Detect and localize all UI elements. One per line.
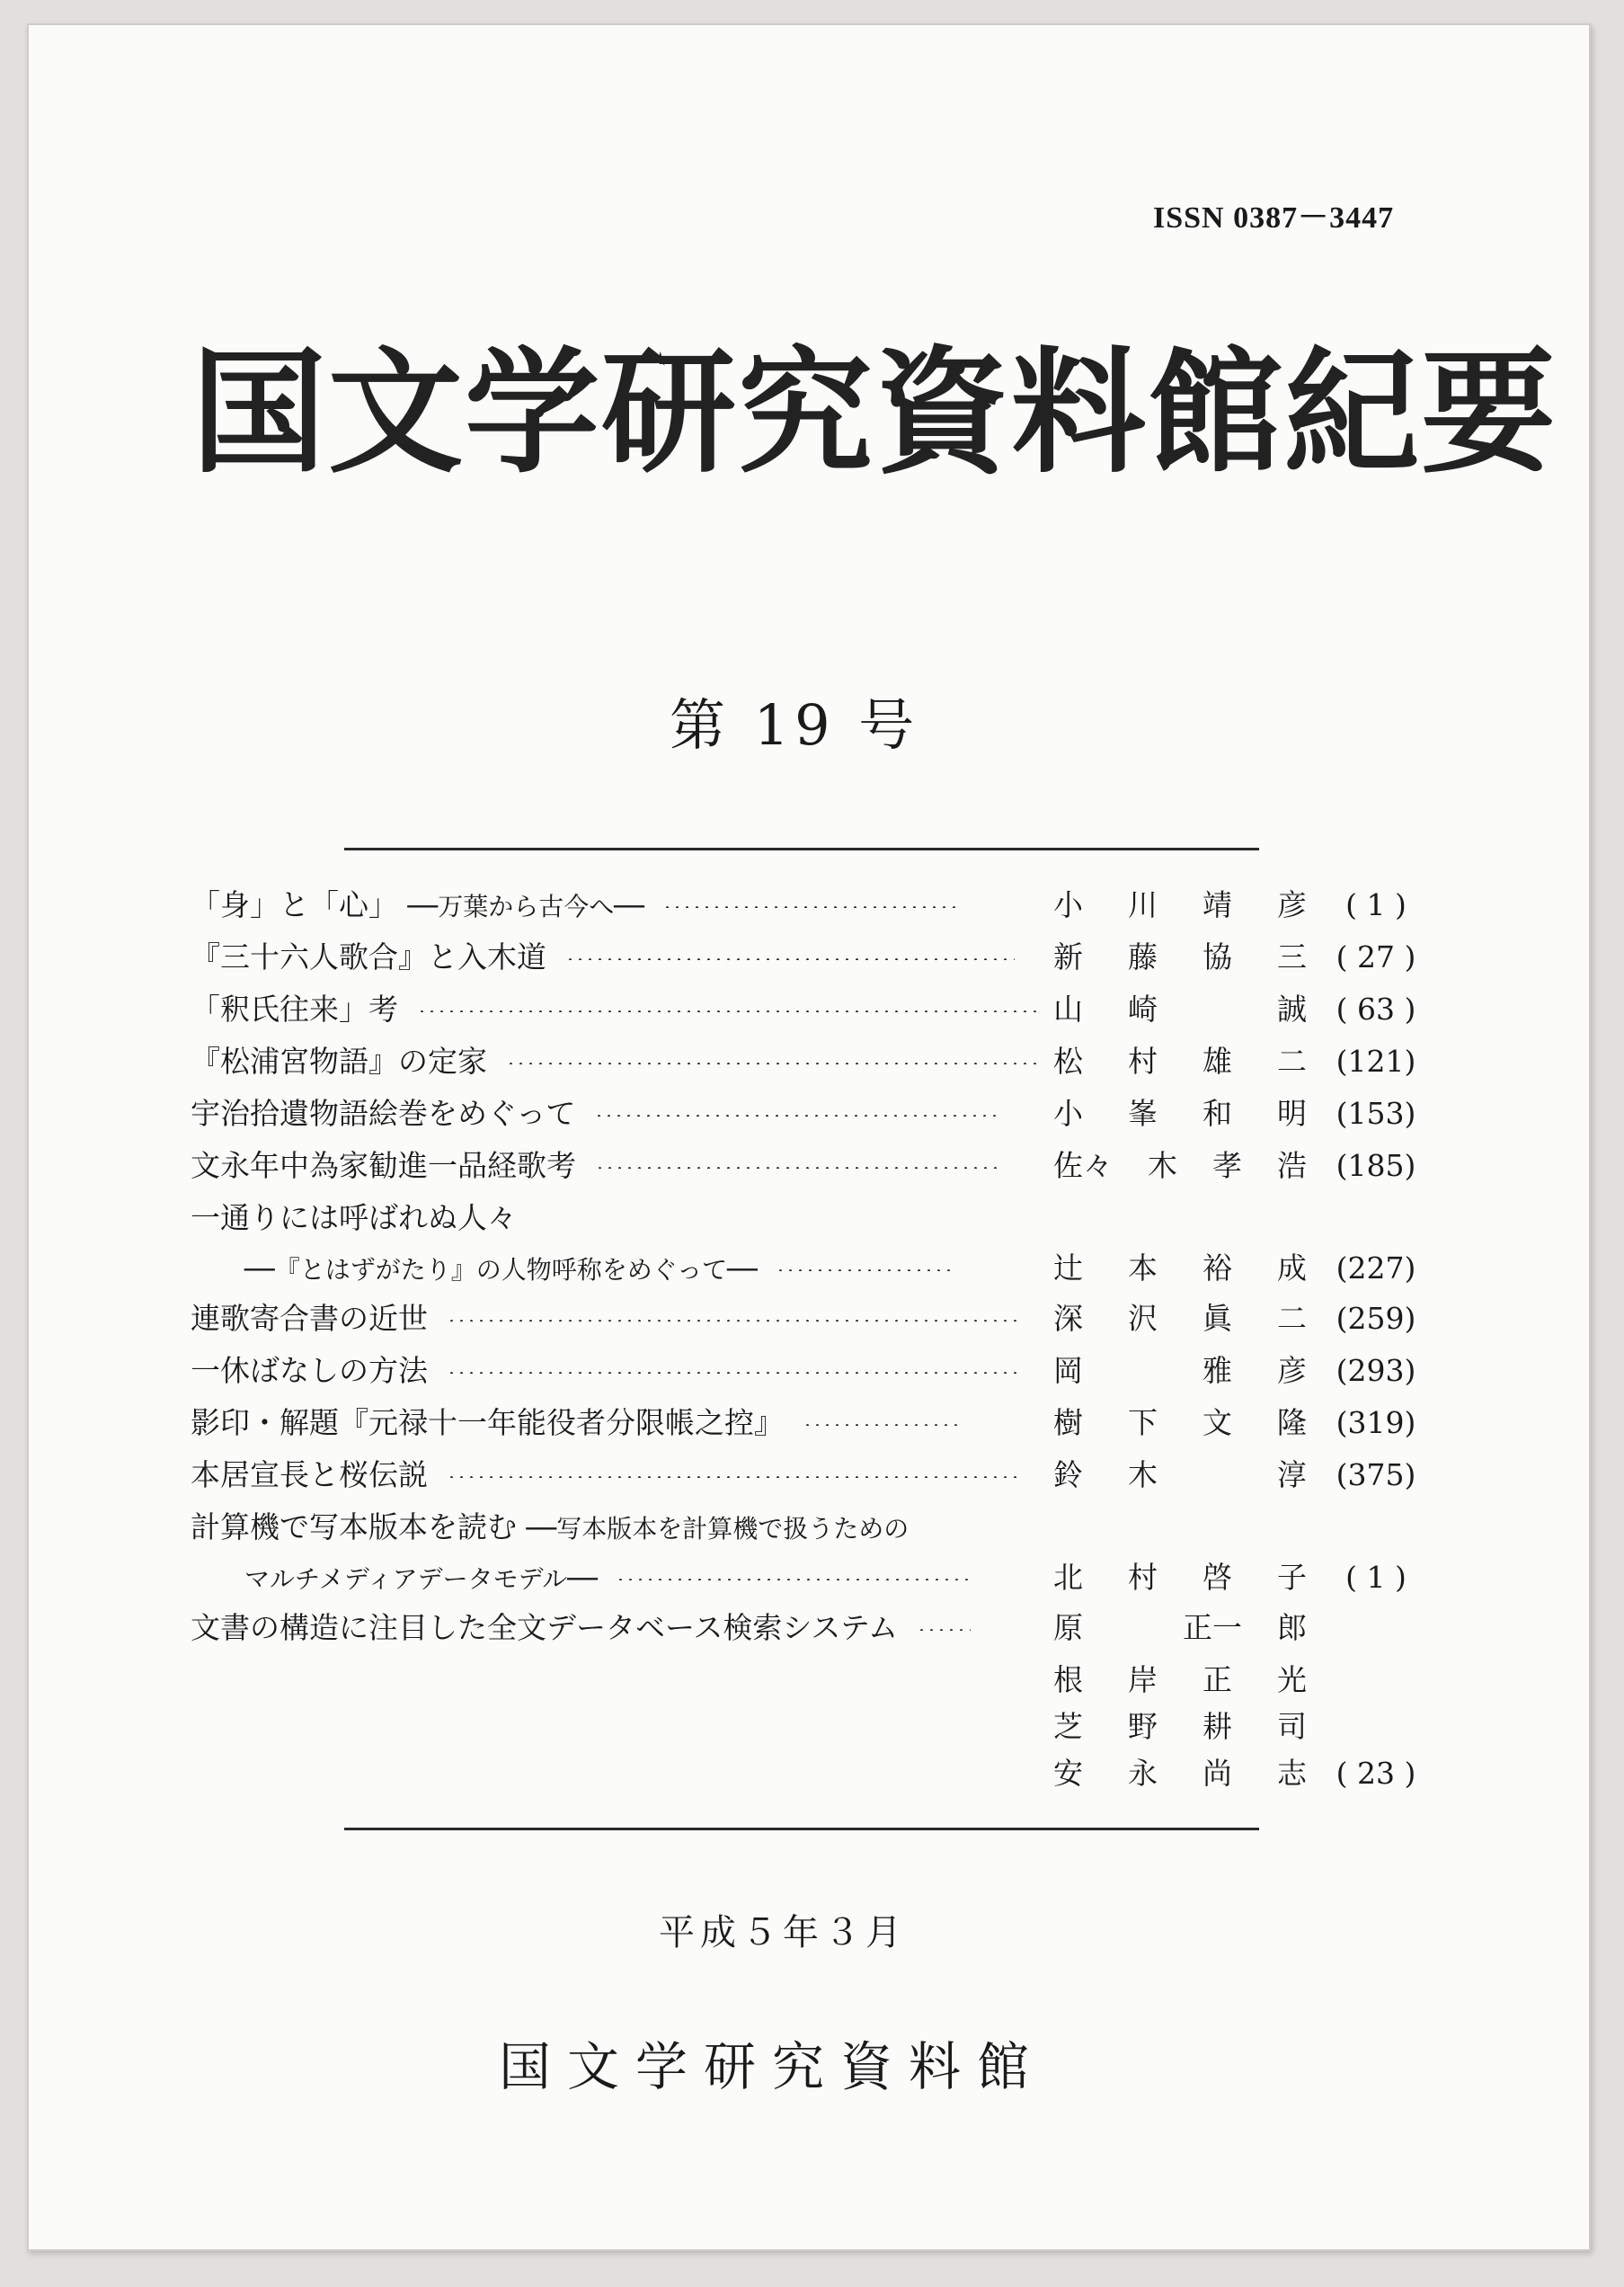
- toc-entry: [191, 1293, 1424, 1345]
- toc-entry: [191, 1449, 1424, 1501]
- page-number: (185): [1336, 1148, 1416, 1183]
- publisher-name: 国文学研究資料館: [499, 2036, 1046, 2097]
- toc-entry: [191, 1501, 1424, 1602]
- article-title: 本居宣長と桜伝説: [191, 1457, 428, 1492]
- issue-number: 第 19 号: [670, 692, 920, 758]
- article-author: 小 峯 和 明: [1053, 1096, 1307, 1131]
- page-number: (153): [1336, 1096, 1416, 1131]
- article-subtitle: ──写本版本を計算機で扱うための: [526, 1514, 910, 1544]
- journal-title: 国文学研究資料館紀要: [191, 335, 1558, 492]
- article-author: 佐々 木 孝 浩: [1053, 1148, 1307, 1183]
- article-title: 一通りには呼ばれぬ人々: [191, 1200, 517, 1235]
- article-title: 影印・解題『元禄十一年能役者分限帳之控』: [191, 1405, 784, 1440]
- article-author: 岡 雅 彦: [1053, 1353, 1307, 1388]
- table-of-contents: [191, 879, 1424, 1818]
- page-number: (259): [1336, 1301, 1416, 1336]
- dot-leader: [595, 1167, 999, 1169]
- dot-leader: [447, 1372, 1022, 1374]
- page-number: ( 1 ): [1345, 1560, 1407, 1595]
- article-title: 『三十六人歌合』と入木道: [191, 939, 546, 974]
- page-number: ( 63 ): [1336, 992, 1416, 1027]
- page-number: ( 23 ): [1336, 1756, 1416, 1791]
- page-number: (319): [1336, 1405, 1416, 1440]
- dot-leader: [447, 1476, 1022, 1478]
- dot-leader: [662, 906, 959, 908]
- article-author: 原 正一 郎: [1053, 1610, 1307, 1645]
- article-author: 鈴 木 淳: [1053, 1457, 1307, 1492]
- dot-leader: [447, 1320, 1022, 1321]
- toc-entry: [191, 1140, 1424, 1192]
- toc-entry: [191, 1397, 1424, 1449]
- article-author: 北 村 啓 子: [1053, 1560, 1307, 1595]
- article-author: 松 村 雄 二: [1053, 1044, 1307, 1079]
- dot-leader: [417, 1010, 1037, 1012]
- toc-entry: [191, 1192, 1424, 1293]
- page-number: ( 1 ): [1345, 887, 1407, 922]
- divider-bottom: [344, 1828, 1259, 1830]
- article-author: 根 岸 正 光: [1053, 1662, 1307, 1697]
- issn-number: ISSN 0387－3447: [1153, 201, 1395, 235]
- toc-entry: [191, 983, 1424, 1036]
- article-author: 芝 野 耕 司: [1053, 1709, 1307, 1744]
- article-subtitle: ──『とはずがたり』の人物呼称をめぐって──: [244, 1255, 758, 1285]
- article-author: 新 藤 協 三: [1053, 939, 1307, 974]
- article-title: 文永年中為家勧進一品経歌考: [191, 1148, 576, 1183]
- toc-entry: [191, 879, 1424, 931]
- article-subtitle: マルチメディアデータモデル──: [244, 1564, 598, 1594]
- dot-leader: [594, 1115, 998, 1117]
- dot-leader: [776, 1269, 955, 1271]
- toc-entry: [191, 1036, 1424, 1088]
- article-title: 『松浦宮物語』の定家: [191, 1044, 487, 1079]
- dot-leader: [506, 1063, 1036, 1064]
- article-title: 宇治拾遺物語絵巻をめぐって: [191, 1096, 576, 1131]
- article-author: 辻 本 裕 成: [1053, 1250, 1307, 1286]
- toc-entry: [191, 1088, 1424, 1140]
- dot-leader: [565, 958, 1015, 960]
- dot-leader: [803, 1424, 964, 1426]
- page-number: (121): [1336, 1044, 1416, 1079]
- article-author: 安 永 尚 志: [1053, 1756, 1307, 1791]
- article-title: 「釈氏往来」考: [191, 992, 398, 1027]
- article-title: 一休ばなしの方法: [191, 1353, 428, 1388]
- article-title: 文書の構造に注目した全文データベース検索システム: [191, 1610, 899, 1645]
- page-number: ( 27 ): [1336, 939, 1416, 974]
- article-author: 山 崎 誠: [1053, 992, 1307, 1027]
- page-number: (227): [1336, 1250, 1416, 1286]
- dot-leader: [616, 1579, 975, 1580]
- toc-entry: [191, 1345, 1424, 1397]
- page-number: (293): [1336, 1353, 1416, 1388]
- article-title: 連歌寄合書の近世: [191, 1301, 428, 1336]
- page-number: (375): [1336, 1457, 1416, 1492]
- dot-leader: [917, 1629, 971, 1631]
- divider-top: [344, 848, 1259, 850]
- publication-date: 平成５年３月: [659, 1912, 907, 1953]
- toc-entry: [191, 931, 1424, 983]
- article-subtitle: ──万葉から古今へ──: [407, 892, 644, 921]
- article-author: 小 川 靖 彦: [1053, 887, 1307, 922]
- article-author: 樹 下 文 隆: [1053, 1405, 1307, 1440]
- article-author: 深 沢 眞 二: [1053, 1301, 1307, 1336]
- article-title: 「身」と「心」: [191, 887, 398, 922]
- toc-entry: [191, 1602, 1424, 1818]
- article-title: 計算機で写本版本を読む: [191, 1509, 517, 1544]
